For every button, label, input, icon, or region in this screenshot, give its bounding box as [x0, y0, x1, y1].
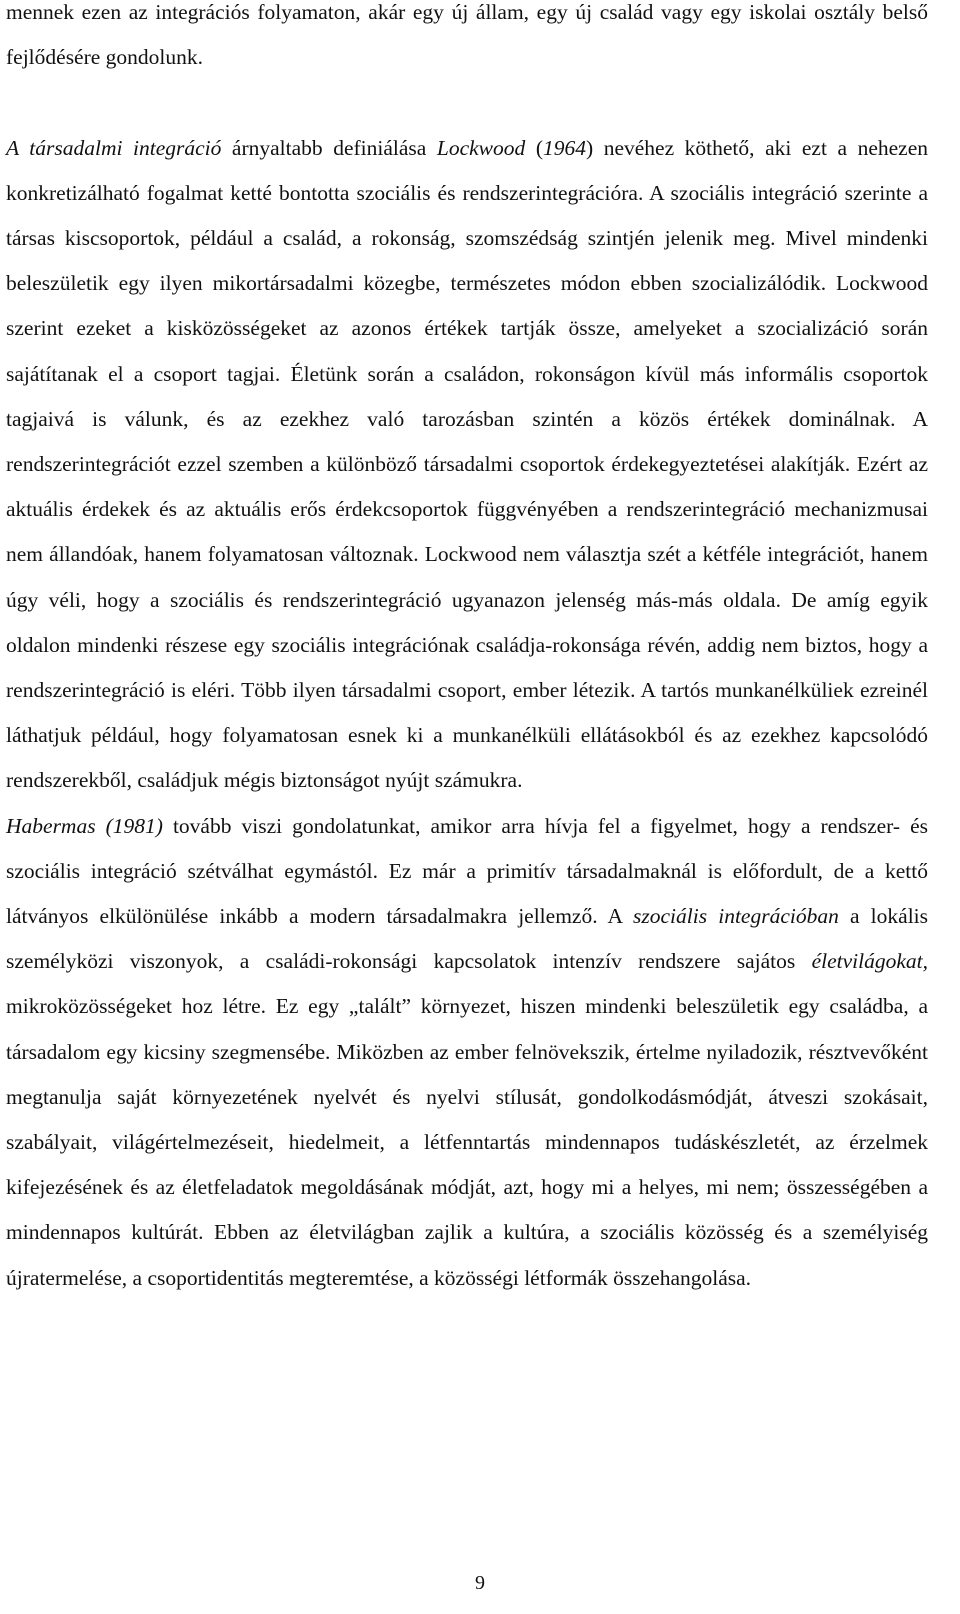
paragraph-gap [6, 80, 928, 125]
year-1964: 1964 [543, 135, 586, 160]
author-lockwood: Lockwood [436, 135, 526, 160]
document-page [6, 0, 928, 1301]
paragraph-2 [6, 126, 928, 804]
paragraph-2-text-c: ) nevéhez köthető, aki ezt a nehezen konkretizálható fogalmat ketté bontotta szociális és rendszerintegrációra. A szociális integráció szerinte a társas kiscsoportok, például a család, a rokonság, szomszédság szintjén jelenik meg. Mivel mindenki beleszületik egy ilyen mikortársadalmi közegbe, természetes módon ebben szocializálódik. Lockwood szerint ezeket a kisközösségeket az azonos értékek tartják össze, amelyeket a szocializáció során sajátítanak el a csoport tagjai. Életünk során a családon, rokonságon kívül más informális csoportok tagjaivá is válunk, és az ezekhez való tarozásban szintén a közös értékek dominálnak. A rendszerintegrációt ezzel szemben a különböző társadalmi csoportok érdekegyeztetései alakítják. Ezért az aktuális érdekek és az aktuális erős érdekcsoportok függvényében a rendszerintegráció mechanizmusai nem állandóak, hanem folyamatosan változnak. Lockwood nem választja szét a kétféle integrációt, hanem úgy véli, hogy a szociális és rendszerintegráció ugyanazon jelenség más-más oldala. De amíg egyik oldalon mindenki részese egy szociális integrációnak családja-rokonsága révén, addig nem biztos, hogy a rendszerintegráció is eléri. Több ilyen társadalmi csoport, ember létezik. A tartós munkanélküliek ezreinél láthatjuk például, hogy folyamatosan esnek ki a munkanélküli ellátásokból és az ezekhez kapcsolódó rendszerekből, családjuk mégis biztonságot nyújt számukra. [6, 135, 928, 793]
term-tarsadalmi-integracio: A társadalmi integráció [6, 135, 222, 160]
paragraph-3-text-a: tovább viszi gondolatunkat, amikor arra hívja fel a figyelmet, hogy a rendszer- és szociális integráció szétválhat egymástól. Ez már a primitív társadalmaknál is előfordult, de a kettő látványos elkülönülése inkább a modern társadalmakra jellemző. A [6, 813, 928, 929]
paragraph-1 [6, 0, 928, 80]
term-szocialis-integracioban: szociális integrációban [633, 904, 839, 929]
paragraph-3-text-b: a lokális személyközi viszonyok, a családi-rokonsági kapcsolatok intenzív rendszere sajátos [6, 904, 929, 974]
paragraph-1-text: mennek ezen az integrációs folyamaton, akár egy új állam, egy új család vagy egy iskolai osztály belső fejlődésére gondolunk. [6, 0, 928, 70]
author-habermas: Habermas (1981) [6, 813, 163, 838]
page-number: 9 [475, 1572, 485, 1594]
paragraph-3-text-c: mikroközösségeket hoz létre. Ez egy „talált” környezet, hiszen mindenki beleszületik egy családba, a társadalom egy kicsiny szegmensébe. Miközben az ember felnövekszik, értelme nyiladozik, résztvevőként megtanulja saját környezetének nyelvét és nyelvi stílusát, gondolkodásmódját, átveszi szokásait, szabályait, világértelmezéseit, hiedelmeit, a létfenntartás mindennapos tudáskészletét, az érzelmek kifejezésének és az életfeladatok megoldásának módját, azt, hogy mi a helyes, mi nem; összességében a mindennapos kultúrát. Ebben az életvilágban zajlik a kultúra, a szociális közösség és a személyiség újratermelése, a csoportidentitás megteremtése, a közösségi létformák összehangolása. [6, 994, 928, 1290]
paragraph-2-text-a: árnyaltabb definiálása [221, 135, 437, 160]
paragraph-2-text-b: ( [525, 135, 543, 160]
term-eletvilagokat: életvilágokat, [811, 949, 928, 974]
paragraph-3 [6, 804, 928, 1301]
